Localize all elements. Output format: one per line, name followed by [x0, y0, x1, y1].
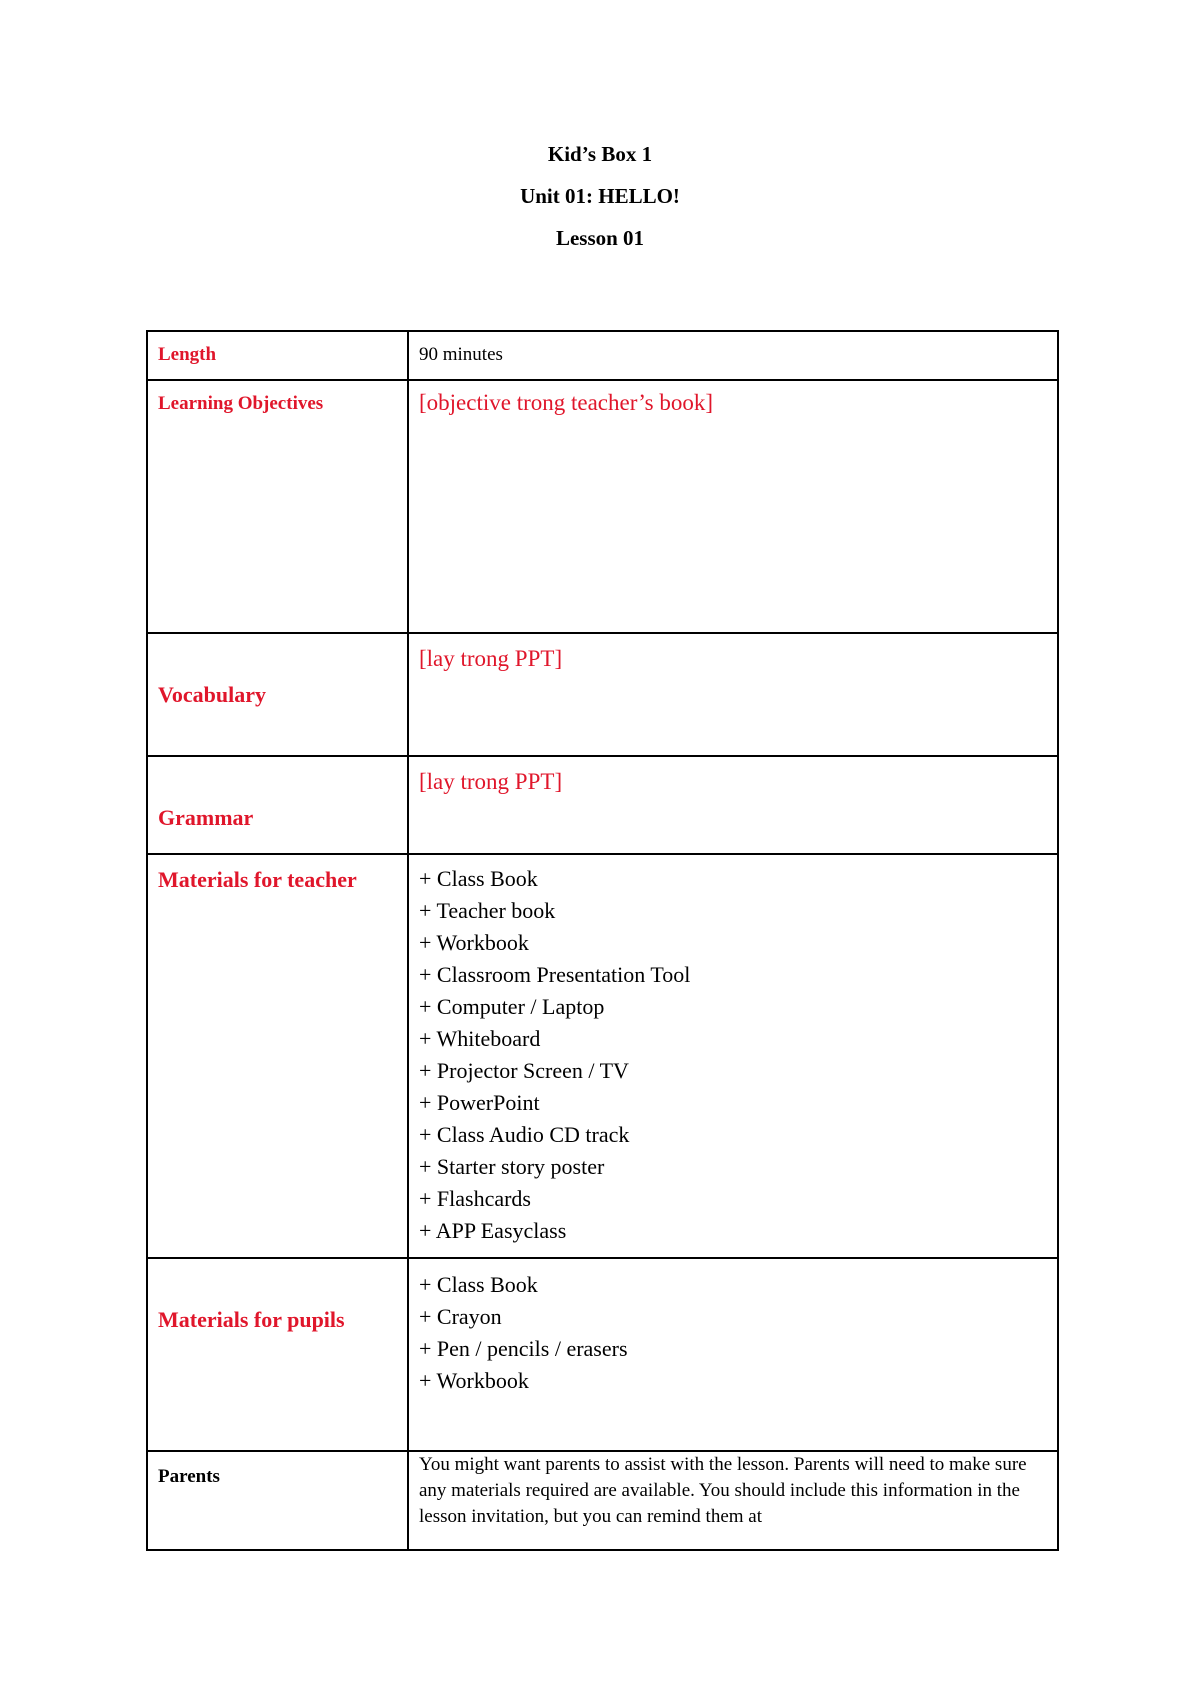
list-item: + Crayon: [419, 1304, 502, 1329]
list-item: + Starter story poster: [419, 1154, 605, 1179]
pupil-materials-list: [419, 1269, 1047, 1397]
row-materials-teacher: [147, 854, 1058, 1258]
row-materials-pupils: [147, 1258, 1058, 1451]
unit-title: Unit 01: HELLO!: [520, 184, 680, 208]
row-learning-objectives: [147, 380, 1058, 633]
row-vocabulary: [147, 633, 1058, 756]
list-item: + Classroom Presentation Tool: [419, 962, 691, 987]
row-parents: [147, 1451, 1058, 1550]
book-title: Kid’s Box 1: [547, 142, 653, 166]
length-label: Length: [158, 344, 217, 365]
list-item: + Pen / pencils / erasers: [419, 1336, 628, 1361]
row-length: [147, 331, 1058, 380]
list-item: + Workbook: [419, 1368, 529, 1393]
list-item: + Projector Screen / TV: [419, 1058, 629, 1083]
grammar-label: Grammar: [158, 805, 254, 830]
parents-label: Parents: [158, 1466, 220, 1487]
list-item: + Class Audio CD track: [419, 1122, 630, 1147]
list-item: + Class Book: [419, 1272, 538, 1297]
document-header: [0, 142, 1200, 268]
lesson-title: Lesson 01: [555, 226, 645, 250]
teacher-materials-label: Materials for teacher: [158, 867, 357, 892]
objectives-label: Learning Objectives: [158, 393, 324, 414]
grammar-value: [lay trong PPT]: [419, 769, 563, 794]
pupil-materials-label: Materials for pupils: [158, 1307, 345, 1332]
list-item: + Class Book: [419, 866, 538, 891]
length-value: 90 minutes: [419, 344, 503, 365]
list-item: + Teacher book: [419, 898, 556, 923]
teacher-materials-list: [419, 863, 1047, 1247]
objectives-value: [objective trong teacher’s book]: [419, 390, 713, 415]
parents-value: You might want parents to assist with the lesson. Parents will need to make sure any materials required are available. You should include this information in the lesson invitation, but you can remind them at: [419, 1454, 1027, 1527]
list-item: + APP Easyclass: [419, 1218, 567, 1243]
list-item: + Flashcards: [419, 1186, 531, 1211]
list-item: + Workbook: [419, 930, 529, 955]
list-item: + Whiteboard: [419, 1026, 541, 1051]
vocabulary-label: Vocabulary: [158, 682, 266, 707]
row-grammar: [147, 756, 1058, 854]
vocabulary-value: [lay trong PPT]: [419, 646, 563, 671]
list-item: + PowerPoint: [419, 1090, 540, 1115]
list-item: + Computer / Laptop: [419, 994, 605, 1019]
lesson-plan-table: [146, 330, 1059, 1551]
